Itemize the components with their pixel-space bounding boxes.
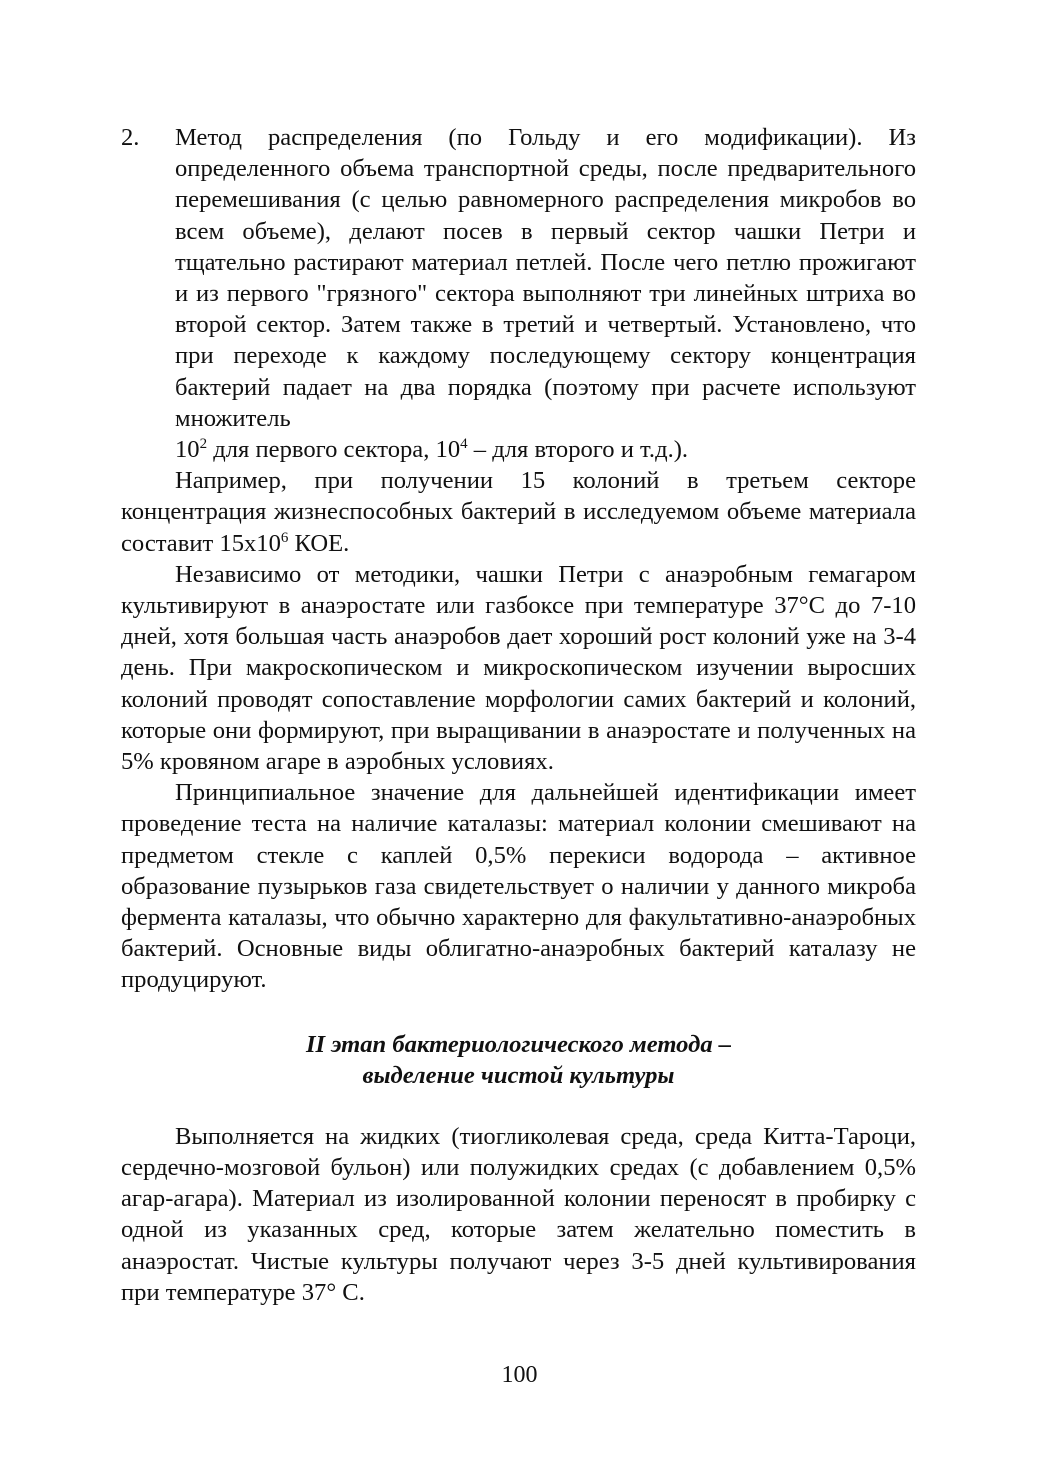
section-heading — [121, 1029, 916, 1091]
paragraph-pure-culture: Выполняется на жидких (тиогликолевая среда, среда Китта-Тароци, сердечно-мозговой бульон) или полужидких средах (с добавлением 0,5% агар-агара). Материал из изолированной колонии переносят в пробирку с одной из указанных сред, которые затем желательно поместить в анаэростат. Чистые культуры получают через 3-5 дней культивирования при температуре 37° С. — [121, 1122, 916, 1306]
section-heading-line-2: выделение чистой культуры — [362, 1061, 675, 1089]
example-value-exponent: 6 — [280, 529, 289, 546]
multiplier-middle-text: для первого сектора, — [213, 436, 430, 464]
multiplier-2-exponent: 4 — [460, 436, 468, 453]
item-number: 2. — [121, 124, 140, 151]
multiplier-2-base: 10 — [435, 436, 461, 464]
multiplier-1-base: 10 — [175, 436, 200, 464]
multiplier-1-exponent: 2 — [199, 436, 208, 453]
paragraph-catalase: Принципиальное значение для дальнейшей идентификации имеет проведение теста на наличие каталазы: материал колонии смешивают на предметом стекле с каплей 0,5% перекиси водорода – активное образование пузырьков газа свидетельствует о наличии у данного микроба фермента каталазы, что обычно характерно для факультативно-анаэробных бактерий. Основные виды облигатно-анаэробных бактерий каталазу не продуцируют. — [121, 779, 916, 994]
page-number: 100 — [501, 1362, 538, 1388]
example-text: Например, при получении 15 колоний в третьем секторе концентрация жизнеспособных бактерий в исследуемом объеме материала составит — [121, 467, 916, 557]
item-text: Метод распределения (по Гольду и его модификации). Из определенного объема транспортной среды, после предварительного перемешивания (с целью равномерного распределения микробов во всем объеме), делают посев в первый сектор чашки Петри и тщательно растирают материал петлей. После чего петлю прожигают и из первого "грязного" сектора выполняют три линейных штриха во второй сектор. Затем также в третий и четвертый. Установлено, что при переходе к каждому последующему сектору концентрация бактерий падает на два порядка (поэтому при расчете используют множитель — [175, 124, 916, 432]
example-unit: КОЕ. — [294, 529, 350, 557]
multiplier-end-text: – для второго и т.д.). — [473, 436, 689, 464]
section-heading-line-1: II этап бактериологического метода – — [305, 1030, 732, 1058]
paragraph-cultivation: Независимо от методики, чашки Петри с анаэробным гемагаром культивируют в анаэростате или газбоксе при температуре 37°С до 7-10 дней, хотя большая часть анаэробов дает хороший рост колоний уже на 3-4 день. При макроскопическом и микроскопическом изучении выросших колоний проводят сопоставление морфологии самих бактерий и колоний, которые они формируют, при выращивании в анаэростате и полученных на 5% кровяном агаре в аэробных условиях. — [121, 560, 916, 776]
page-body — [121, 122, 916, 1308]
example-value-base: 15x10 — [219, 529, 281, 557]
numbered-item — [121, 122, 916, 465]
example-paragraph — [121, 465, 916, 559]
